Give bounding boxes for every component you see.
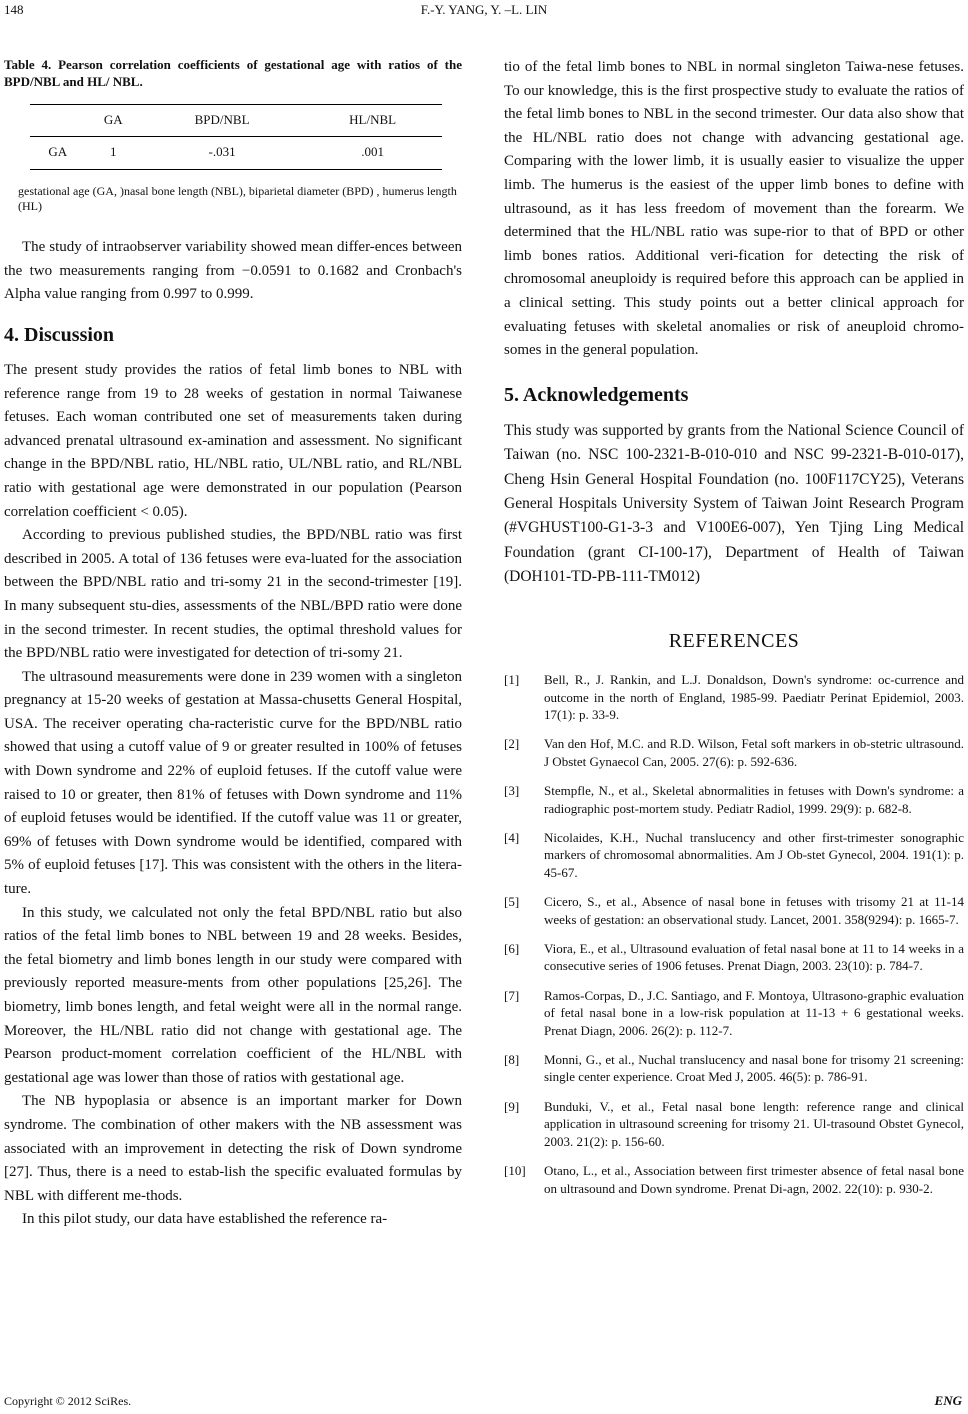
reference-text: Van den Hof, M.C. and R.D. Wilson, Fetal soft markers in ob-stetric ultrasound. J Obstet Gynaecol Can, 2005. 27(6): p. 592-636.	[544, 736, 964, 769]
reference-item	[504, 987, 964, 1039]
table-footnote: gestational age (GA, )nasal bone length (NBL), biparietal diameter (BPD) , humerus length (HL)	[18, 184, 457, 214]
table-cell: GA	[30, 136, 85, 170]
table-header-row	[30, 105, 442, 137]
references-heading: REFERENCES	[668, 629, 800, 652]
reference-text: Viora, E., et al., Ultrasound evaluation of fetal nasal bone at 11 to 14 weeks in a consecutive series of 1906 fetuses. Prenat Diagn, 2003. 23(10): p. 784-7.	[544, 941, 964, 974]
acknowledgements-text: This study was supported by grants from the National Science Council of Taiwan (no. NSC 100-2321-B-010-010 and NSC 99-2321-B-010-017), Cheng Hsin General Hospital Foundation (no. 100F117CY25), Veterans General Hospitals University System of Taiwan Joint Research Program (#VGHUST100-G1-3-3 and V100E6-007), Yen Tjing Ling Medical Foundation (grant CI-100-17), Department of Health of Taiwan (DOH101-TD-PB-111-TM012)	[504, 421, 964, 586]
table-row	[30, 136, 442, 170]
table-header-cell: HL/NBL	[303, 105, 442, 137]
paragraph: In this pilot study, our data have established the reference ra-	[22, 1211, 388, 1228]
reference-number: [3]	[504, 783, 520, 799]
page-number: 148	[4, 2, 24, 17]
paragraph-continued: tio of the fetal limb bones to NBL in normal singleton Taiwa-nese fetuses. To our knowledge, this is the first prospective study to evaluate the ratios of the fetal limb bones to NBL in the second trimester. Our data also show that the HL/NBL ratio does not change with advancing gestational age. Comparing with the lower limb, it is usually easier to visualize the upper limb. The humerus is the easiest of the upper limb bones to define with ultrasound, as it has less freedom of movement than the forearm. We determined that the HL/NBL ratio was supe-rior to that of BPD or other limb bones ratios. Additional veri-fication for detecting the risk of chromosomal aneuploidy is required before this approach can be applied in a clinical setting. This study points out a better clinical approach for evaluating fetuses with skeletal anomalies or risk of aneuploid chromo-somes in the general population.	[504, 59, 964, 359]
reference-number: [4]	[504, 830, 520, 845]
acknowledgements-heading: 5. Acknowledgements	[504, 383, 689, 406]
reference-text: Stempfle, N., et al., Skeletal abnormalities in fetuses with Down's syndrome: a radiographic post-mortem study. Pediatr Radiol, 1999. 29(9): p. 682-8.	[544, 783, 964, 816]
reference-text: Bunduki, V., et al., Fetal nasal bone length: reference range and clinical application in ultrasound screening for trisomy 21. Ul-trasound Obstet Gynecol, 2003. 21(2): p. 156-60.	[544, 1098, 964, 1149]
reference-item	[504, 1162, 964, 1197]
reference-number: [9]	[504, 1098, 520, 1114]
table-header-cell: BPD/NBL	[141, 105, 303, 137]
reference-number: [8]	[504, 1052, 520, 1068]
reference-number: [2]	[504, 736, 520, 752]
table-header-cell: GA	[85, 105, 140, 137]
table-header-cell	[30, 105, 85, 137]
reference-text: Ramos-Corpas, D., J.C. Santiago, and F. Montoya, Ultrasono-graphic evaluation of fetal nasal bone in a low-risk population at 11-13 + 6 gestational weeks. Prenat Diagn, 2006. 26(2): p. 112-7.	[544, 987, 964, 1038]
reference-item	[504, 1098, 964, 1150]
reference-text: Bell, R., J. Rankin, and L.J. Donaldson, Down's syndrome: oc-currence and outcome in the north of England, 1985-99. Paediatr Perinat Epidemiol, 2003. 17(1): p. 33-9.	[544, 672, 964, 722]
reference-text: Nicolaides, K.H., Nuchal translucency and other first-trimester sonographic markers of chromosomal abnormalities. Am J Ob-stet Gynecol, 2004. 191(1): p. 45-67.	[544, 830, 964, 880]
reference-list	[504, 671, 964, 1197]
paragraph: The NB hypoplasia or absence is an important marker for Down syndrome. The combination of other makers with the NB assessment was associated with an improvement in detecting the risk of Down syndrome [27]. Thus, there is a need to estab-lish the specific evaluated formulas by NBL with different me-thods.	[4, 1093, 462, 1204]
reference-number: [5]	[504, 894, 520, 910]
reference-text: Cicero, S., et al., Absence of nasal bone in fetuses with trisomy 21 at 11-14 weeks of gestation: an observational study. Lancet, 2001. 358(9294): p. 1665-7.	[544, 894, 964, 927]
correlation-table	[30, 104, 442, 170]
paragraph: The ultrasound measurements were done in 239 women with a singleton pregnancy at 15-20 weeks of gestation at Massa-chusetts General Hospital, USA. The receiver operating cha-racteristic curve for the BPD/NBL ratio showed that using a cutoff value of 9 or greater resulted in 100% of fetuses with Down syndrome and 22% of euploid fetuses. If the cutoff value were raised to 10 or greater, then 81% of fetuses with Down syndrome and 11% of euploid fetuses would be identified. If the cutoff value was 11 or greater, 69% of fetuses with Down syndrome would be identified, compared with 5% of euploid fetuses [17]. This was consistent with the others in the litera-ture.	[4, 668, 462, 898]
paragraph: According to previous published studies, the BPD/NBL ratio was first described in 2005. A total of 136 fetuses were eva-luated for the association between the BPD/NBL ratio and tri-somy 21 in the second-trimester [19]. In many subsequent stu-dies, assessments of the NBL/BPD ratio were done in the second trimester. In recent studies, the optimal threshold values for the BPD/NBL ratio were investigated for detection of tri-somy 21.	[4, 527, 462, 662]
reference-number: [1]	[504, 672, 520, 688]
reference-item	[504, 1051, 964, 1086]
left-column	[4, 56, 462, 1232]
paragraph: The present study provides the ratios of fetal limb bones to NBL with reference range from 19 to 28 weeks of gestation in normal Taiwanese fetuses. Each woman contributed one set of measurements taken during advanced prenatal ultrasound ex-amination and assessment. No significant change in the BPD/NBL ratio, HL/NBL ratio, UL/NBL ratio, and RL/NBL ratio with gestational age were demonstrated in our population (Pearson correlation coefficient < 0.05).	[4, 361, 462, 520]
table-cell: 1	[85, 136, 140, 170]
discussion-heading: 4. Discussion	[4, 323, 115, 346]
table-cell: .001	[303, 136, 442, 170]
reference-item	[504, 829, 964, 881]
table-cell: -.031	[141, 136, 303, 170]
reference-item	[504, 940, 964, 975]
copyright-notice: Copyright © 2012 SciRes.	[4, 1394, 132, 1408]
reference-text: Monni, G., et al., Nuchal translucency and nasal bone for trisomy 21 screening: single center experience. Croat Med J, 2005. 46(5): p. 786-91.	[544, 1052, 964, 1085]
reference-number: [10]	[504, 1163, 526, 1179]
reference-item	[504, 893, 964, 928]
reference-number: [7]	[504, 987, 520, 1003]
table-caption: Table 4. Pearson correlation coefficients of gestational age with ratios of the BPD/NBL and HL/ NBL.	[4, 57, 462, 89]
reference-item	[504, 671, 964, 723]
page-header	[0, 0, 968, 22]
reference-number: [6]	[504, 941, 520, 957]
reference-text: Otano, L., et al., Association between first trimester absence of fetal nasal bone on ultrasound and Down syndrome. Prenat Di-agn, 2002. 22(10): p. 930-2.	[544, 1163, 964, 1196]
reference-item	[504, 782, 964, 817]
reference-item	[504, 735, 964, 770]
paragraph-intraobserver: The study of intraobserver variability showed mean differ-ences between the two measurements ranging from −0.0591 to 0.1682 and Cronbach's Alpha value ranging from 0.997 to 0.999.	[4, 239, 462, 303]
right-column	[504, 56, 964, 1209]
running-head: F.-Y. YANG, Y. –L. LIN	[420, 2, 548, 17]
journal-abbreviation: ENG	[934, 1393, 962, 1408]
paragraph: In this study, we calculated not only the fetal BPD/NBL ratio but also ratios of the fetal limb bones to NBL between 19 and 28 weeks. Besides, the fetal biometry and limb bones length in our study were compared with previously reported measure-ments from other populations [25,26]. The biometry, limb bones length, and fetal weight were all in the normal range. Moreover, the HL/NBL ratio did not change with gestational age. The Pearson product-moment correlation coefficient of the HL/NBL with gestational age was lower than those of ratios with gestational age.	[4, 904, 462, 1086]
